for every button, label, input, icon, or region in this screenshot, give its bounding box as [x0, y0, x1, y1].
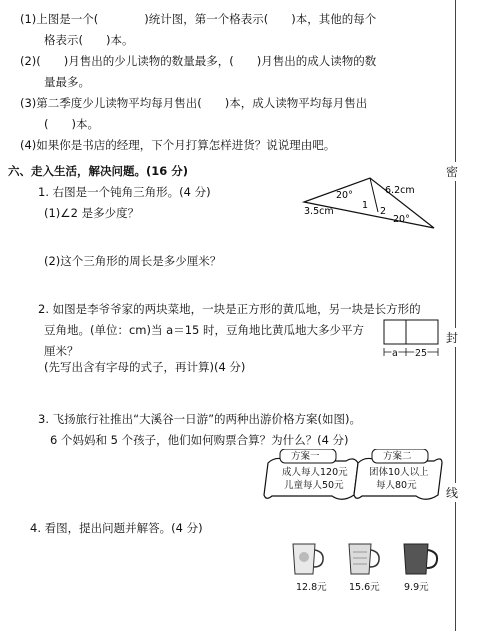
cup-1-price: 12.8元	[296, 582, 327, 593]
cup-1-image	[289, 540, 325, 578]
p5-q2-line2: 量最多。	[44, 75, 90, 89]
plan1-title: 方案一	[291, 451, 320, 462]
plan1-line1: 成人每人120元	[282, 467, 348, 478]
cup-3-price: 9.9元	[404, 582, 429, 593]
p1-sub1: (1)∠2 是多少度？	[44, 206, 140, 220]
binding-line	[455, 0, 456, 631]
plan1-line2: 儿童每人50元	[284, 480, 344, 491]
p3-line1: 3. 飞扬旅行社推出“大溪谷一日游”的两种出游价格方案(如图)。	[38, 412, 362, 426]
p2-line2: 豆角地。(单位：cm)当 a＝15 时，豆角地比黄瓜地大多少平方	[44, 323, 364, 337]
p3-line2: 6 个妈妈和 5 个孩子，他们如何购票合算？为什么？(4 分)	[50, 433, 349, 447]
binding-char-seal-2: 封	[446, 328, 458, 347]
p2-line3: 厘米？	[44, 344, 79, 358]
angle-right-label: 20°	[393, 214, 410, 225]
binding-char-line: 线	[446, 483, 458, 502]
p1-title: 1. 右图是一个钝角三角形。(4 分)	[38, 185, 211, 199]
p4-line1: 4. 看图，提出问题并解答。(4 分)	[30, 521, 203, 535]
side-top-label: 6.2cm	[385, 185, 415, 196]
p5-q3-line1: (3)第二季度少儿读物平均每月售出( )本，成人读物平均每月售出	[20, 96, 368, 110]
cup-3-image	[400, 540, 440, 578]
garden-25-label: 25	[415, 348, 428, 359]
obtuse-triangle-figure	[300, 170, 445, 235]
angle-1-label: 1	[362, 200, 369, 211]
plan2-line1: 团体10人以上	[369, 467, 429, 478]
garden-figure	[378, 317, 440, 361]
plan2-line2: 每人80元	[376, 480, 417, 491]
garden-outline	[384, 320, 438, 344]
p5-q3-line2: ( )本。	[44, 117, 99, 131]
p2-line4: (先写出含有字母的式子，再计算)(4 分)	[44, 360, 246, 374]
p5-q2-line1: (2)( )月售出的少儿读物的数量最多，( )月售出的成人读物的数	[20, 54, 377, 68]
cup-2-price: 15.6元	[349, 582, 380, 593]
angle-2-label: 2	[380, 206, 387, 217]
p1-sub2: (2)这个三角形的周长是多少厘米？	[44, 254, 222, 268]
p2-line1: 2. 如图是李爷爷家的两块菜地，一块是正方形的黄瓜地，另一块是长方形的	[38, 302, 421, 316]
cup-2-image	[345, 540, 381, 578]
garden-a-label: a	[392, 348, 398, 359]
binding-char-seal: 密	[446, 162, 458, 181]
side-left-label: 3.5cm	[304, 206, 334, 217]
part6-heading: 六、走入生活，解决问题。(16 分)	[8, 164, 189, 178]
p5-q1-line1: (1)上图是一个( )统计图，第一个格表示( )本，其他的每个	[20, 12, 377, 26]
plan2-title: 方案二	[383, 451, 412, 462]
p5-q1-line2: 格表示( )本。	[44, 33, 134, 47]
angle-top-label: 20°	[336, 190, 353, 201]
p5-q4-line1: (4)如果你是书店的经理，下个月打算怎样进货？说说理由吧。	[20, 138, 336, 152]
